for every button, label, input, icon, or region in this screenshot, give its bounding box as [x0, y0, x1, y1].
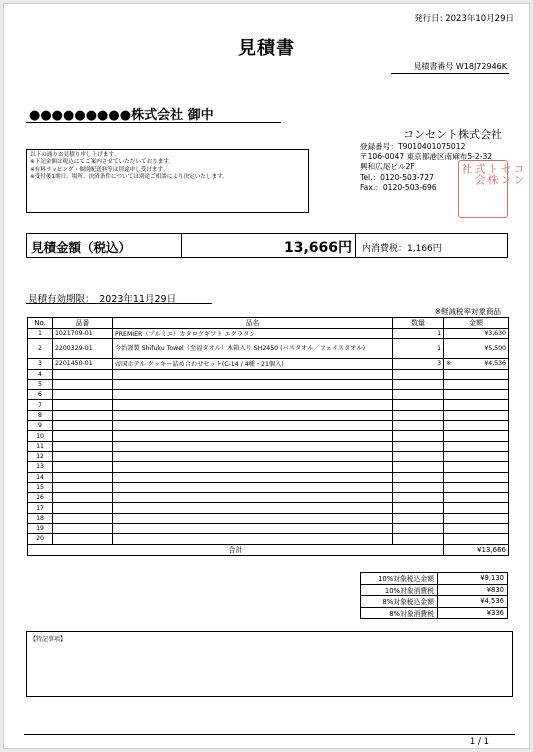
row-qty	[393, 451, 444, 461]
row-no: 16	[28, 493, 53, 503]
row-name	[113, 513, 393, 523]
row-qty	[393, 410, 444, 420]
row-amount	[444, 503, 509, 513]
validity-underline	[26, 303, 212, 304]
row-name	[113, 482, 393, 492]
page-number: 1 / 1	[469, 737, 489, 747]
row-name	[113, 472, 393, 482]
special-notes-label: 【特記事項】	[30, 636, 67, 643]
table-row	[28, 339, 509, 359]
seal-column: コン	[512, 163, 525, 185]
row-no: 5	[28, 379, 53, 389]
items-table	[27, 317, 509, 556]
row-amount	[444, 421, 509, 431]
row-no: 3	[28, 359, 53, 369]
table-row	[28, 400, 509, 410]
row-qty	[393, 524, 444, 534]
row-no: 13	[28, 462, 53, 472]
row-qty	[393, 441, 444, 451]
tax-summary-table	[360, 572, 508, 619]
row-no: 1	[28, 329, 53, 339]
row-qty	[393, 390, 444, 400]
notes-line: 以下の通りお見積り申し上げます。	[30, 152, 120, 158]
row-no: 18	[28, 513, 53, 523]
row-qty	[393, 482, 444, 492]
quote-amount-value: 13,666円	[182, 234, 356, 257]
items-table-header	[28, 318, 509, 329]
summary-value: ¥4,536	[438, 596, 508, 608]
notes-line: ※有料ラッピング・個別配送料等は別途申し受けます。	[30, 166, 169, 173]
row-code	[53, 493, 113, 503]
row-no: 6	[28, 390, 53, 400]
table-row	[28, 369, 509, 379]
row-amount	[444, 472, 509, 482]
row-name	[113, 462, 393, 472]
seal-column: 社	[460, 163, 473, 174]
row-qty	[393, 431, 444, 441]
row-code	[53, 390, 113, 400]
row-code	[53, 379, 113, 389]
row-qty	[393, 503, 444, 513]
seal-column: セン	[499, 163, 512, 185]
row-name	[113, 524, 393, 534]
footer-divider	[24, 734, 515, 735]
row-code	[53, 431, 113, 441]
issue-date: 発行日: 2023年10月29日	[414, 14, 514, 24]
quote-amount-box	[26, 233, 508, 258]
notes-line: ※下記金額は税込にてご案内させていただいております。	[30, 159, 175, 166]
table-row	[28, 410, 509, 420]
row-name: PREMIER（プルミエ）カタログギフト エクラタン	[113, 329, 393, 339]
header-name: 品名	[113, 318, 393, 329]
reduced-tax-note: ※軽減税率対象商品	[434, 307, 501, 316]
row-amount	[444, 379, 509, 389]
row-name	[113, 369, 393, 379]
row-code	[53, 400, 113, 410]
row-code	[53, 451, 113, 461]
quote-number: 見積書番号 W18J72946K	[413, 62, 507, 71]
row-name	[113, 421, 393, 431]
row-name	[113, 534, 393, 544]
row-amount	[444, 431, 509, 441]
row-code: 2200329-01	[53, 339, 113, 359]
summary-row	[361, 596, 508, 608]
summary-label: 10%対象税込金額	[361, 573, 438, 585]
row-amount: ¥5,500	[444, 339, 509, 359]
summary-label: 8%対象税込金額	[361, 596, 438, 608]
row-code	[53, 462, 113, 472]
company-registration: 登録番号：T9010401075012	[360, 142, 466, 151]
row-amount	[444, 524, 509, 534]
summary-label: 10%対象消費税	[361, 584, 438, 596]
row-no: 12	[28, 451, 53, 461]
table-row	[28, 462, 509, 472]
summary-label: 8%対象消費税	[361, 607, 438, 619]
table-row	[28, 472, 509, 482]
table-row	[28, 513, 509, 523]
row-name	[113, 431, 393, 441]
row-amount	[444, 441, 509, 451]
table-row	[28, 524, 509, 534]
company-fax: Fax.：0120-503-696	[360, 182, 437, 192]
seal-column: ト株	[486, 163, 499, 185]
row-no: 17	[28, 503, 53, 513]
row-code	[53, 524, 113, 534]
row-amount	[444, 369, 509, 379]
row-name: 今治謹製 Shifuku Towel（至福タオル）木箱入り SH2450 (バスタオル／フェイスタオル)	[113, 339, 393, 359]
company-tel: Tel.：0120-503-727	[360, 172, 434, 182]
row-name	[113, 400, 393, 410]
row-code: 1021709-01	[53, 329, 113, 339]
reduced-tax-mark: ※	[446, 360, 452, 368]
row-amount: ¥3,630	[444, 329, 509, 339]
row-no: 10	[28, 431, 53, 441]
row-name: 帝国ホテル クッキー詰め合わせセット(C-14 / 4種・21個入)	[113, 359, 393, 369]
table-row	[28, 379, 509, 389]
document-title: 見積書	[238, 38, 295, 59]
row-amount-value: ¥4,536	[484, 360, 506, 368]
row-qty: 3	[393, 359, 444, 369]
quotation-sheet	[3, 3, 530, 749]
row-no: 2	[28, 339, 53, 359]
total-label: 合計	[28, 544, 444, 555]
row-amount	[444, 400, 509, 410]
row-code	[53, 534, 113, 544]
row-qty	[393, 421, 444, 431]
seal-column: 式会	[473, 163, 486, 185]
row-code	[53, 369, 113, 379]
company-address: 〒106-0047 東京都港区南麻布5-2-32	[360, 152, 493, 162]
table-row	[28, 534, 509, 544]
row-no: 11	[28, 441, 53, 451]
table-row	[28, 493, 509, 503]
header-no: No.	[28, 318, 53, 329]
table-row	[28, 421, 509, 431]
row-name	[113, 503, 393, 513]
consumption-tax: 内消費税：1,166円	[362, 244, 442, 254]
row-qty: 1	[393, 339, 444, 359]
row-name	[113, 451, 393, 461]
row-amount	[444, 482, 509, 492]
summary-value: ¥830	[438, 584, 508, 596]
header-qty: 数量	[393, 318, 444, 329]
customer-underline	[26, 122, 281, 123]
row-no: 20	[28, 534, 53, 544]
summary-value: ¥336	[438, 607, 508, 619]
table-row	[28, 359, 509, 369]
quote-number-underline	[391, 73, 509, 74]
header-code: 品番	[53, 318, 113, 329]
row-no: 4	[28, 369, 53, 379]
total-value: ¥13,666	[444, 544, 509, 555]
row-qty	[393, 462, 444, 472]
row-amount	[444, 390, 509, 400]
row-no: 19	[28, 524, 53, 534]
row-code	[53, 482, 113, 492]
summary-value: ¥9,130	[438, 573, 508, 585]
row-qty: 1	[393, 329, 444, 339]
row-qty	[393, 369, 444, 379]
row-code: 2201450-01	[53, 359, 113, 369]
row-name	[113, 410, 393, 420]
summary-row	[361, 573, 508, 585]
table-row	[28, 451, 509, 461]
row-qty	[393, 493, 444, 503]
row-no: 8	[28, 410, 53, 420]
row-amount	[444, 493, 509, 503]
row-code	[53, 503, 113, 513]
notes-line: ※受付後1期日、場所、決済条件については別途ご相談により決定いたします。	[30, 174, 228, 181]
table-row	[28, 503, 509, 513]
row-code	[53, 421, 113, 431]
summary-row	[361, 584, 508, 596]
row-code	[53, 441, 113, 451]
row-no: 7	[28, 400, 53, 410]
total-row	[28, 544, 509, 555]
row-name	[113, 379, 393, 389]
row-name	[113, 493, 393, 503]
row-amount	[444, 462, 509, 472]
summary-row	[361, 607, 508, 619]
table-row	[28, 482, 509, 492]
row-qty	[393, 379, 444, 389]
row-qty	[393, 513, 444, 523]
row-amount	[444, 359, 509, 369]
quote-amount-label: 見積金額（税込）	[27, 234, 182, 257]
row-code	[53, 513, 113, 523]
validity-date: 見積有効期限： 2023年11月29日	[28, 294, 177, 305]
row-qty	[393, 534, 444, 544]
row-code	[53, 410, 113, 420]
company-name: コンセント株式会社	[403, 128, 502, 141]
table-row	[28, 431, 509, 441]
company-building: 興和広尾ビル2F	[360, 162, 415, 172]
row-no: 15	[28, 482, 53, 492]
table-row	[28, 390, 509, 400]
company-seal-stamp	[458, 160, 525, 218]
row-amount	[444, 451, 509, 461]
row-amount	[444, 534, 509, 544]
row-name	[113, 390, 393, 400]
row-qty	[393, 472, 444, 482]
row-name	[113, 441, 393, 451]
row-amount	[444, 513, 509, 523]
row-code	[53, 472, 113, 482]
row-amount	[444, 410, 509, 420]
row-no: 9	[28, 421, 53, 431]
row-no: 14	[28, 472, 53, 482]
special-notes-box	[26, 631, 513, 697]
table-row	[28, 329, 509, 339]
header-amount: 金額	[444, 318, 509, 329]
notes-box	[26, 149, 309, 213]
row-qty	[393, 400, 444, 410]
customer-name: ●●●●●●●●●株式会社 御中	[29, 108, 214, 123]
table-row	[28, 441, 509, 451]
